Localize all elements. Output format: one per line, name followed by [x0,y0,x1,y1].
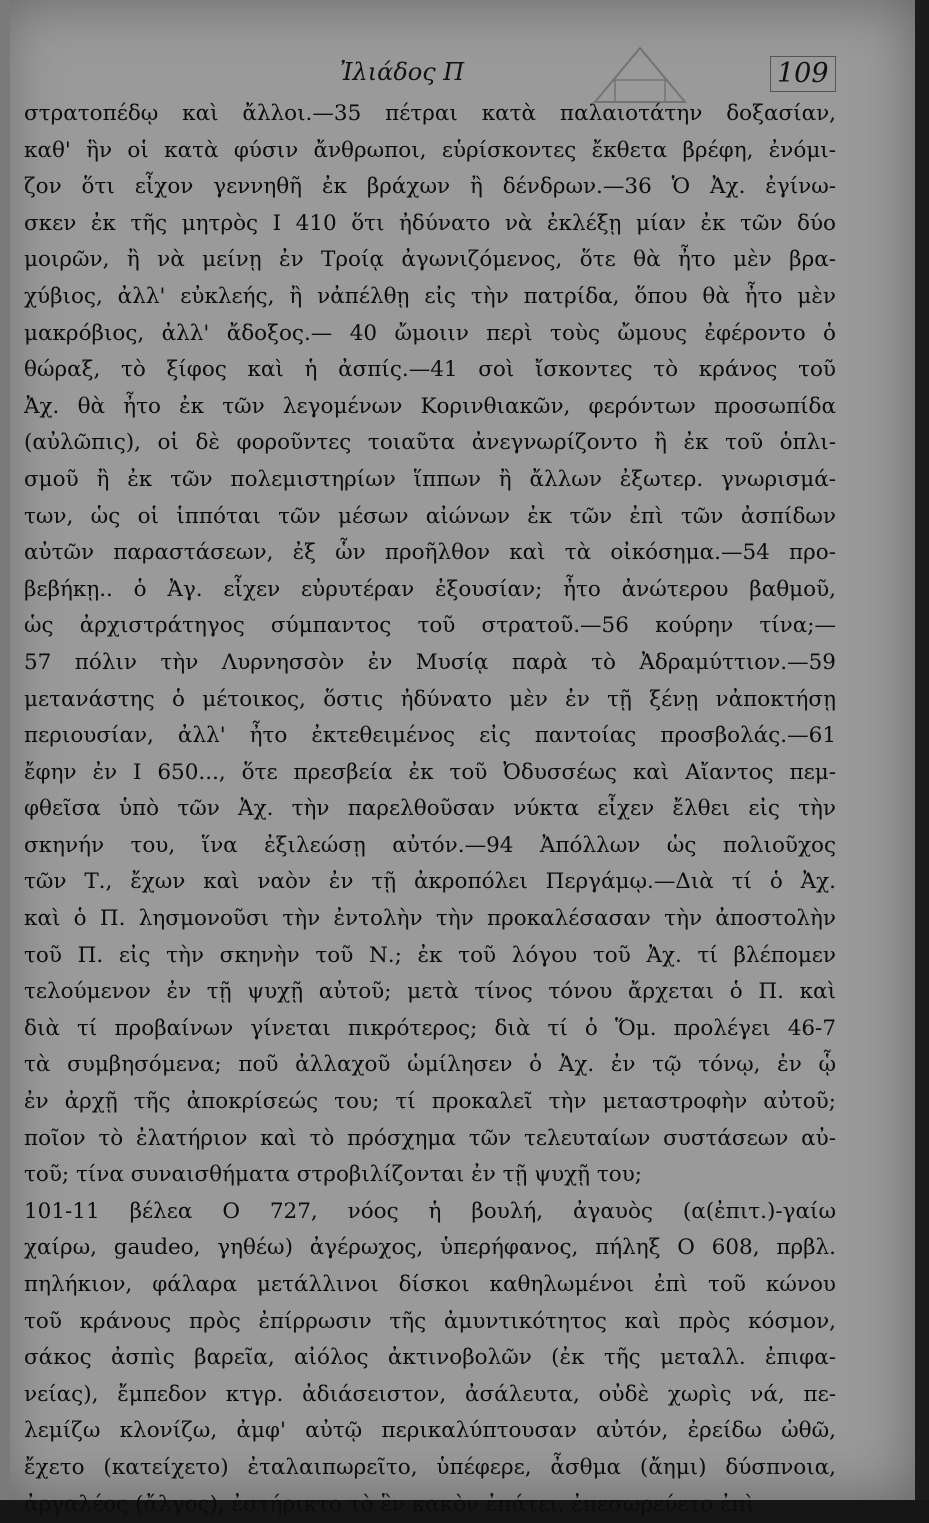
text-line: βεβήκῃ.. ὁ Ἀγ. εἶχεν εὐρυτέραν ἐξουσίαν; ἦτο ἀνώτερου βαθμοῦ, [24,576,836,602]
text-line: σκεν ἐκ τῆς μητρὸς Ι 410 ὅτι ἠδύνατο νὰ ἐκλέξῃ μίαν ἐκ τῶν δύο [24,210,836,236]
text-line: μοιρῶν, ἢ νὰ μείνῃ ἐν Τροίᾳ ἀγωνιζόμενος, ὅτε θὰ ἦτο μὲν βρα- [24,247,836,273]
text-line: ποῖον τὸ ἐλατήριον καὶ τὸ πρόσχημα τῶν τελευταίων συστάσεων αὐ- [24,1125,836,1151]
text-line: των, ὡς οἱ ἱππόται τῶν μέσων αἰώνων ἐκ τῶν ἐπὶ τῶν ἀσπίδων [24,503,836,529]
text-line: θώραξ, τὸ ξίφος καὶ ἡ ἀσπίς.—41 σοὶ ἴσκοντες τὸ κράνος τοῦ [24,357,836,383]
page-header [0,58,915,98]
page-number: 109 [770,56,836,92]
text-line: φθεῖσα ὑπὸ τῶν Ἀχ. τὴν παρελθοῦσαν νύκτα εἶχεν ἔλθει εἰς τὴν [24,796,836,822]
text-line: σκηνήν του, ἵνα ἐξιλεώσῃ αὐτόν.—94 Ἀπόλλων ὡς πολιοῦχος [24,832,836,858]
commentary-text [24,96,836,1523]
text-line: ζον ὅτι εἶχον γεννηθῆ ἐκ βράχων ἢ δένδρων.—36 Ὁ Ἀχ. ἐγίνω- [24,174,836,200]
text-line: καθ' ἣν οἱ κατὰ φύσιν ἄνθρωποι, εὑρίσκοντες ἔκθετα βρέφη, ἐνόμι- [24,137,836,163]
text-line: αὐτῶν παραστάσεων, ἐξ ὧν προῆλθον καὶ τὰ οἰκόσημα.—54 προ- [24,540,836,566]
text-line: λεμίζω κλονίζω, ἀμφ' αὐτῷ περικαλύπτουσαν αὐτόν, ἐρείδω ὠθῶ, [24,1418,836,1444]
text-line: τελούμενον ἐν τῇ ψυχῇ αὐτοῦ; μετὰ τίνος τόνου ἄρχεται ὁ Π. καὶ [24,979,836,1005]
text-line: μακρόβιος, ἀλλ' ἄδοξος.— 40 ὤμοιιν περὶ τοὺς ὤμους ἐφέροντο ὁ [24,320,836,346]
text-line: διὰ τί προβαίνων γίνεται πικρότερος; διὰ τί ὁ Ὅμ. προλέγει 46-7 [24,1015,836,1041]
text-line: νείας), ἔμπεδον κτγρ. ἀδιάσειστον, ἀσάλευτα, οὐδὲ χωρὶς νά, πε- [24,1381,836,1407]
text-line: ἀργαλέος (ἄλγος), ἐστήρικτο τὸ ἓν κακὸν ἐπάτει, ἐπεσωρεύετο ἐπὶ [24,1491,755,1517]
text-line: σάκος ἀσπὶς βαρεῖα, αἰόλος ἀκτινοβολῶν (ἐκ τῆς μεταλλ. ἐπιφα- [24,1345,836,1371]
text-line: σμοῦ ἢ ἐκ τῶν πολεμιστηρίων ἵππων ἢ ἄλλων ἐξωτερ. γνωρισμά- [24,466,836,492]
text-line: (αὐλῶπις), οἱ δὲ φοροῦντες τοιαῦτα ἀνεγνωρίζοντο ἢ ἐκ τοῦ ὁπλι- [24,430,836,456]
text-line: τοῦ κράνους πρὸς ἐπίρρωσιν τῆς ἀμυντικότητος καὶ πρὸς κόσμον, [24,1308,836,1334]
text-line: τοῦ Π. εἰς τὴν σκηνὴν τοῦ Ν.; ἐκ τοῦ λόγου τοῦ Ἀχ. τί βλέπομεν [24,942,836,968]
binding-shadow [0,0,10,1500]
text-line: 101-11 βέλεα Ο 727, νόος ἡ βουλή, ἀγαυὸς (α(ἐπιτ.)-γαίω [24,1198,836,1224]
text-line: χαίρω, gaudeo, γηθέω) ἀγέρωχος, ὑπερήφανος, πήληξ Ο 608, πρβλ. [24,1235,836,1261]
text-line: τοῦ; τίνα συναισθήματα στροβιλίζονται ἐν τῇ ψυχῇ του; [24,1162,643,1188]
text-line: πηλήκιον, φάλαρα μετάλλινοι δίσκοι καθηλωμένοι ἐπὶ τοῦ κώνου [24,1272,836,1297]
text-line: 57 πόλιν τὴν Λυρνησσὸν ἐν Μυσίᾳ παρὰ τὸ Ἀδραμύττιον.—59 [24,649,836,675]
text-line: Ἀχ. θὰ ἦτο ἐκ τῶν λεγομένων Κορινθιακῶν, φερόντων προσωπίδα [24,393,836,419]
text-line: ἐν ἀρχῇ τῆς ἀποκρίσεώς του; τί προκαλεῖ τὴν μεταστροφὴν αὐτοῦ; [24,1089,836,1115]
page-edge [915,0,929,1500]
text-line: ἔχετο (κατείχετο) ἐταλαιπωρεῖτο, ὑπέφερε, ἆσθμα (ἄημι) δύσπνοια, [24,1454,836,1480]
text-line: στρατοπέδῳ καὶ ἄλλοι.—35 πέτραι κατὰ παλαιοτάτην δοξασίαν, [24,101,836,126]
text-line: χύβιος, ἀλλ' εὐκλεής, ἢ νἀπέλθῃ εἰς τὴν πατρίδα, ὅπου θὰ ἦτο μὲν [24,283,836,309]
text-line: μετανάστης ὁ μέτοικος, ὅστις ἠδύνατο μὲν ἐν τῇ ξένῃ νἀποκτήσῃ [24,686,836,712]
text-line: ἔφην ἐν Ι 650..., ὅτε πρεσβεία ἐκ τοῦ Ὀδυσσέως καὶ Αἴαντος πεμ- [24,759,836,785]
text-line: ὡς ἀρχιστράτηγος σύμπαντος τοῦ στρατοῦ.—56 κούρην τίνα;— [24,613,836,639]
text-line: περιουσίαν, ἀλλ' ἦτο ἐκτεθειμένος εἰς παντοίας προσβολάς.—61 [24,723,836,749]
text-line: τῶν Τ., ἔχων καὶ ναὸν ἐν τῇ ἀκροπόλει Περγάμῳ.—Διὰ τί ὁ Ἀχ. [24,869,836,895]
running-title: Ἰλιάδος Π [340,58,465,86]
text-line: καὶ ὁ Π. λησμονοῦσι τὴν ἐντολὴν τὴν προκαλέσασαν τὴν ἀποστολὴν [24,906,836,932]
text-line: τὰ συμβησόμενα; ποῦ ἀλλαχοῦ ὡμίλησεν ὁ Ἀχ. ἐν τῷ τόνῳ, ἐν ᾧ [24,1052,836,1078]
